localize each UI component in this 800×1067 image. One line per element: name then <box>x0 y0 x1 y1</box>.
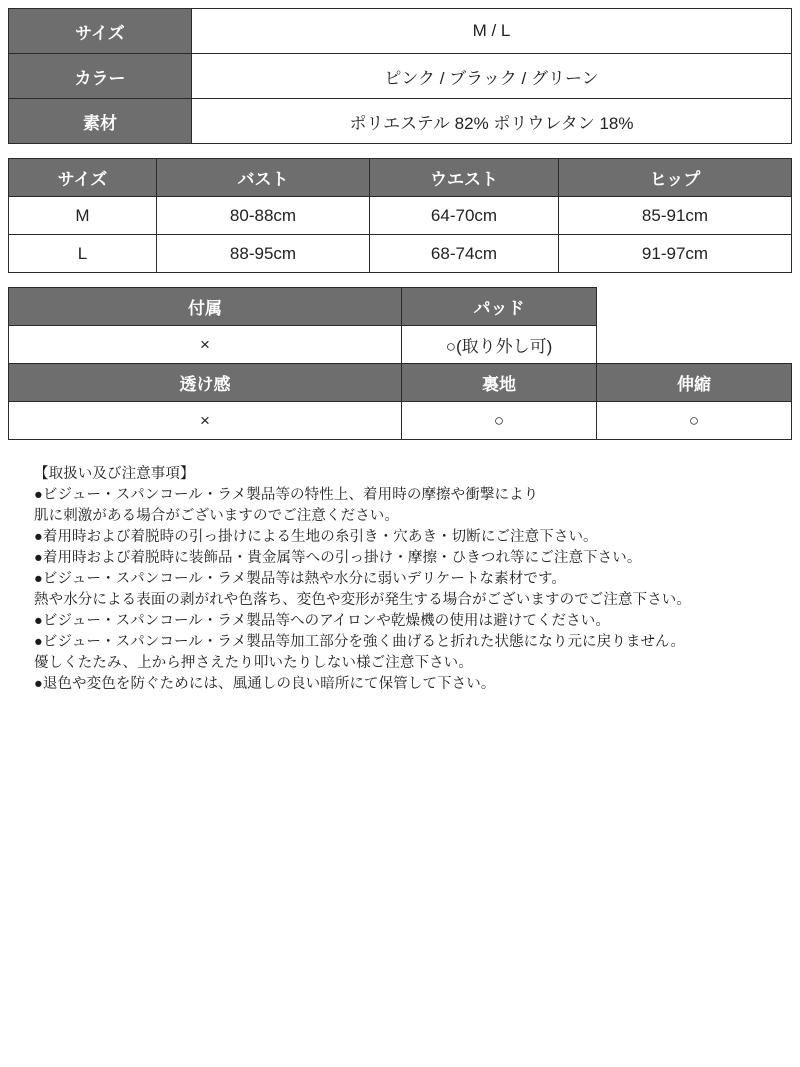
spec-label-size: サイズ <box>9 9 192 54</box>
attr-header-lining: 裏地 <box>402 364 597 402</box>
care-note-line: ●着用時および着脱時の引っ掛けによる生地の糸引き・穴あき・切断にご注意下さい。 <box>34 529 598 545</box>
spec-value-color: ピンク / ブラック / グリーン <box>192 54 792 99</box>
attr-header-accessory: 付属 <box>9 288 402 326</box>
attr-value-pad: ○(取り外し可) <box>402 326 597 364</box>
attr-value-sheerness: × <box>9 402 402 440</box>
table-row <box>9 402 792 440</box>
care-note-line: 熱や水分による表面の剥がれや色落ち、変色や変形が発生する場合がございますのでご注意下さい。 <box>34 592 691 608</box>
care-note-line: ●着用時および着脱時に装飾品・貴金属等への引っ掛け・摩擦・ひきつれ等にご注意下さい。 <box>34 550 642 566</box>
care-note-line: 優しくたたみ、上から押さえたり叩いたりしない様ご注意下さい。 <box>34 655 473 671</box>
attr-value-accessory: × <box>9 326 402 364</box>
spec-value-material: ポリエステル 82% ポリウレタン 18% <box>192 99 792 144</box>
table-header-row <box>9 159 792 197</box>
table-row <box>9 54 792 99</box>
care-note-line: ●ビジュー・スパンコール・ラメ製品等の特性上、着用時の摩擦や衝撃により <box>34 487 539 503</box>
table-row <box>9 197 792 235</box>
attr-header-stretch: 伸縮 <box>597 364 792 402</box>
table-row <box>9 9 792 54</box>
care-note-line: ●ビジュー・スパンコール・ラメ製品等へのアイロンや乾燥機の使用は避けてください。 <box>34 613 610 629</box>
size-l-label: L <box>9 235 157 273</box>
attr-value-lining: ○ <box>402 402 597 440</box>
size-m-waist: 64-70cm <box>370 197 559 235</box>
spec-value-size: M / L <box>192 9 792 54</box>
attr-value-stretch: ○ <box>597 402 792 440</box>
table-header-row <box>9 364 792 402</box>
table-row <box>9 235 792 273</box>
attr-header-sheerness: 透け感 <box>9 364 402 402</box>
care-notes <box>8 464 792 695</box>
spec-label-material: 素材 <box>9 99 192 144</box>
size-header-hip: ヒップ <box>559 159 792 197</box>
spec-table <box>8 8 792 144</box>
care-note-line: 肌に刺激がある場合がございますのでご注意ください。 <box>34 508 399 524</box>
size-header-size: サイズ <box>9 159 157 197</box>
size-l-bust: 88-95cm <box>157 235 370 273</box>
table-row <box>9 99 792 144</box>
size-m-hip: 85-91cm <box>559 197 792 235</box>
size-m-bust: 80-88cm <box>157 197 370 235</box>
size-chart-table <box>8 158 792 273</box>
size-m-label: M <box>9 197 157 235</box>
care-note-line: ●ビジュー・スパンコール・ラメ製品等は熱や水分に弱いデリケートな素材です。 <box>34 571 566 587</box>
size-header-waist: ウエスト <box>370 159 559 197</box>
spacer <box>8 144 792 158</box>
attr-header-pad: パッド <box>402 288 597 326</box>
table-row <box>9 326 792 364</box>
spec-label-color: カラー <box>9 54 192 99</box>
table-header-row <box>9 288 792 326</box>
care-notes-title: 【取扱い及び注意事項】 <box>34 466 195 482</box>
size-header-bust: バスト <box>157 159 370 197</box>
size-l-waist: 68-74cm <box>370 235 559 273</box>
spacer <box>8 273 792 287</box>
care-note-line: ●退色や変色を防ぐためには、風通しの良い暗所にて保管して下さい。 <box>34 676 496 692</box>
attribute-table <box>8 287 792 440</box>
size-l-hip: 91-97cm <box>559 235 792 273</box>
care-note-line: ●ビジュー・スパンコール・ラメ製品等加工部分を強く曲げると折れた状態になり元に戻りません。 <box>34 634 686 650</box>
